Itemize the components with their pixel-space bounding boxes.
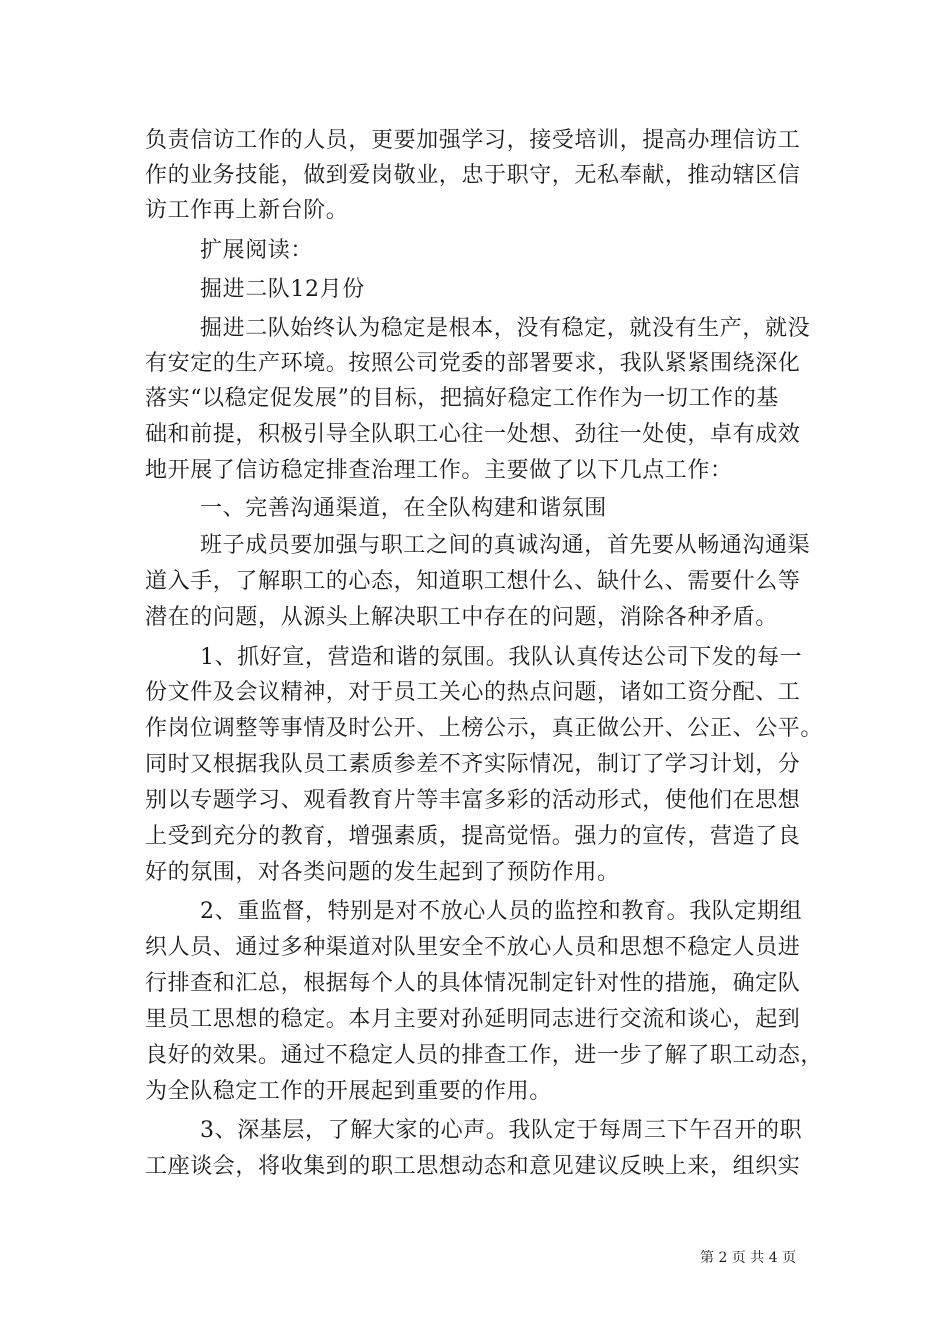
- body-line: 道入手，了解职工的心态，知道职工想什么、缺什么、需要什么等: [145, 569, 801, 594]
- body-line: 别以专题学习、观看教育片等丰富多彩的活动形式，使他们在思想: [145, 788, 801, 813]
- body-line: 工座谈会，将收集到的职工思想动态和意见建议反映上来，组织实: [145, 1154, 801, 1179]
- body-line: 潜在的问题，从源头上解决职工中存在的问题，消除各种矛盾。: [145, 605, 778, 630]
- body-line: 2、重监督，特别是对不放心人员的监控和教育。我队定期组: [200, 899, 803, 924]
- body-line: 作岗位调整等事情及时公开、上榜公示，真正做公开、公正、公平。: [145, 716, 824, 741]
- body-line: 上受到充分的教育，增强素质，提高觉悟。强力的宣传，营造了良: [145, 824, 801, 849]
- body-line: 础和前提，积极引导全队职工心往一处想、劲往一处使，卓有成效: [145, 422, 801, 447]
- section-label: 扩展阅读：: [200, 238, 314, 263]
- body-line: 3、深基层，了解大家的心声。我队定于每周三下午召开的职: [200, 1118, 803, 1143]
- body-line: 同时又根据我队员工素质参差不齐实际情况，制订了学习计划，分: [145, 752, 801, 777]
- body-line: 织人员、通过多种渠道对队里安全不放心人员和思想不稳定人员进: [145, 935, 801, 960]
- page-number: 第 2 页 共 4 页: [700, 1250, 797, 1266]
- section-title: 掘进二队12月份: [200, 277, 365, 302]
- body-line: 好的氛围，对各类问题的发生起到了预防作用。: [145, 860, 620, 885]
- body-line: 作的业务技能，做到爱岗敬业，忠于职守，无私奉献，推动辖区信: [145, 163, 801, 188]
- body-line: 良好的效果。通过不稳定人员的排查工作，进一步了解了职工动态，: [145, 1043, 824, 1068]
- body-line: 地开展了信访稳定排查治理工作。主要做了以下几点工作：: [145, 458, 733, 483]
- body-line: 1、抓好宣，营造和谐的氛围。我队认真传达公司下发的每一: [200, 645, 803, 670]
- body-line: 落实“以稳定促发展”的目标，把搞好稳定工作作为一切工作的基: [145, 386, 779, 411]
- body-line: 班子成员要加强与职工之间的真诚沟通，首先要从畅通沟通渠: [200, 533, 811, 558]
- body-line: 为全队稳定工作的开展起到重要的作用。: [145, 1079, 552, 1104]
- section-heading: 一、完善沟通渠道，在全队构建和谐氛围: [200, 496, 607, 521]
- body-line: 掘进二队始终认为稳定是根本，没有稳定，就没有生产，就没: [200, 316, 811, 341]
- body-line: 里员工思想的稳定。本月主要对孙延明同志进行交流和谈心，起到: [145, 1007, 801, 1032]
- body-line: 负责信访工作的人员，更要加强学习，接受培训，提高办理信访工: [145, 128, 801, 153]
- body-line: 访工作再上新台阶。: [145, 198, 349, 223]
- body-line: 有安定的生产环境。按照公司党委的部署要求，我队紧紧围绕深化: [145, 351, 801, 376]
- body-line: 份文件及会议精神，对于员工关心的热点问题，诸如工资分配、工: [145, 680, 801, 705]
- body-line: 行排查和汇总，根据每个人的具体情况制定针对性的措施，确定队: [145, 971, 801, 996]
